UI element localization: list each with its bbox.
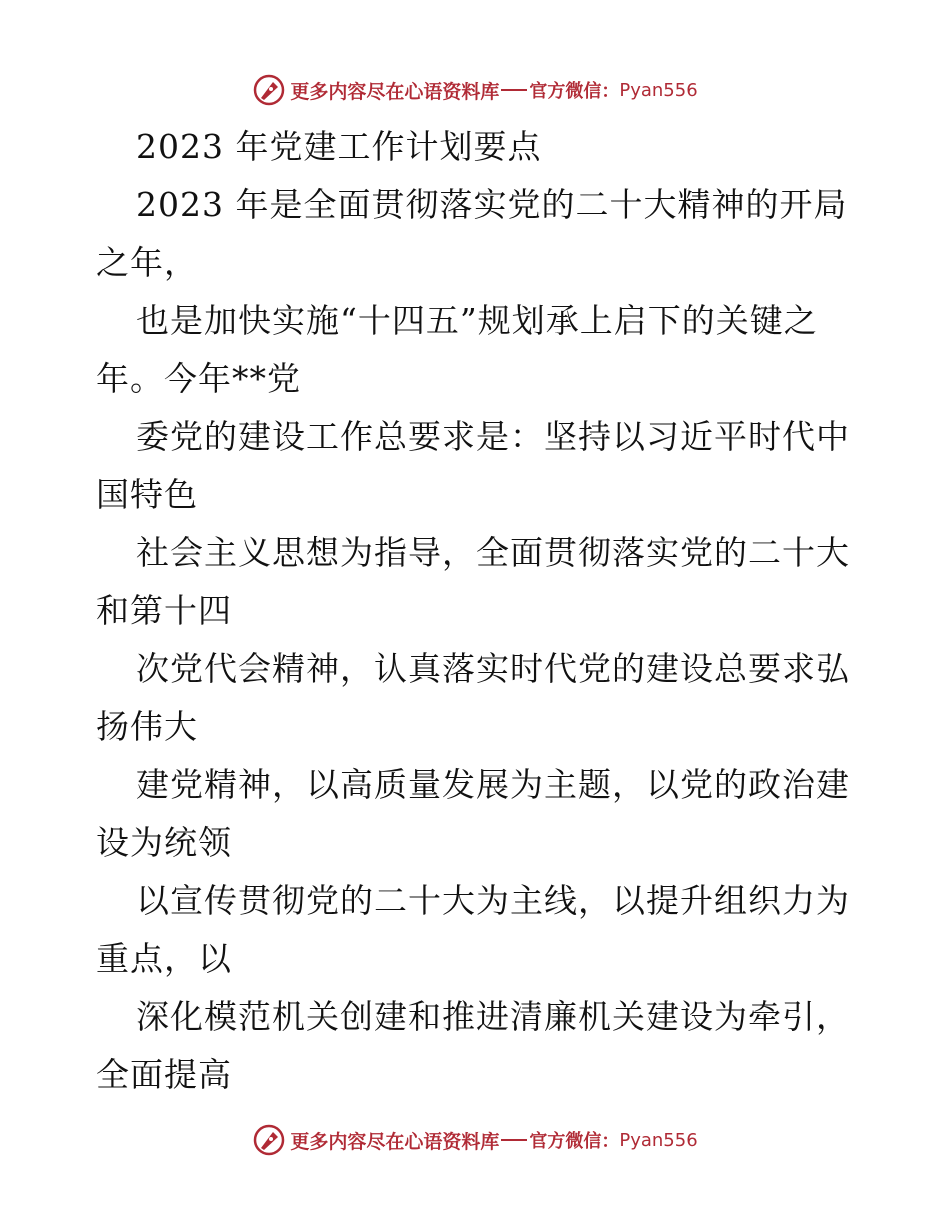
pen-nib-logo-icon: [252, 1123, 286, 1157]
document-body: [96, 118, 854, 1104]
banner-wechat-id: Pyan556: [619, 1129, 698, 1151]
text-line: 委党的建设工作总要求是：坚持以习近平时代中: [136, 417, 850, 456]
text-line: 深化模范机关创建和推进清廉机关建设为牵引，: [136, 997, 850, 1036]
banner-wechat-id: Pyan556: [619, 79, 698, 101]
banner-site-text: 更多内容尽在心语资料库: [290, 1130, 500, 1153]
footer-banner: [0, 1120, 950, 1160]
banner-dash: [501, 89, 527, 91]
text-line: 扬伟大: [96, 707, 198, 746]
header-banner: [0, 70, 950, 110]
banner-label: 官方微信：: [529, 81, 620, 102]
text-line: 和第十四: [96, 591, 232, 630]
text-line: 2023 年是全面贯彻落实党的二十大精神的开局: [136, 185, 848, 224]
text-line: 社会主义思想为指导，全面贯彻落实党的二十大: [136, 533, 850, 572]
text-line: 也是加快实施“十四五”规划承上启下的关键之: [136, 301, 818, 340]
text-line: 建党精神，以高质量发展为主题，以党的政治建: [136, 765, 850, 804]
banner-label: 官方微信：: [529, 1131, 620, 1152]
text-line: 重点，以: [96, 939, 232, 978]
text-line: 以宣传贯彻党的二十大为主线，以提升组织力为: [136, 881, 850, 920]
text-line: 年。今年**党: [96, 359, 301, 398]
text-line: 全面提高: [96, 1055, 232, 1094]
text-line: 次党代会精神，认真落实时代党的建设总要求弘: [136, 649, 850, 688]
text-line: 国特色: [96, 475, 198, 514]
banner-dash: [501, 1139, 527, 1141]
pen-nib-logo-icon: [252, 73, 286, 107]
text-line: 之年，: [96, 243, 198, 282]
text-line: 设为统领: [96, 823, 232, 862]
banner-site-text: 更多内容尽在心语资料库: [290, 80, 500, 103]
text-line: 2023 年党建工作计划要点: [136, 127, 542, 166]
